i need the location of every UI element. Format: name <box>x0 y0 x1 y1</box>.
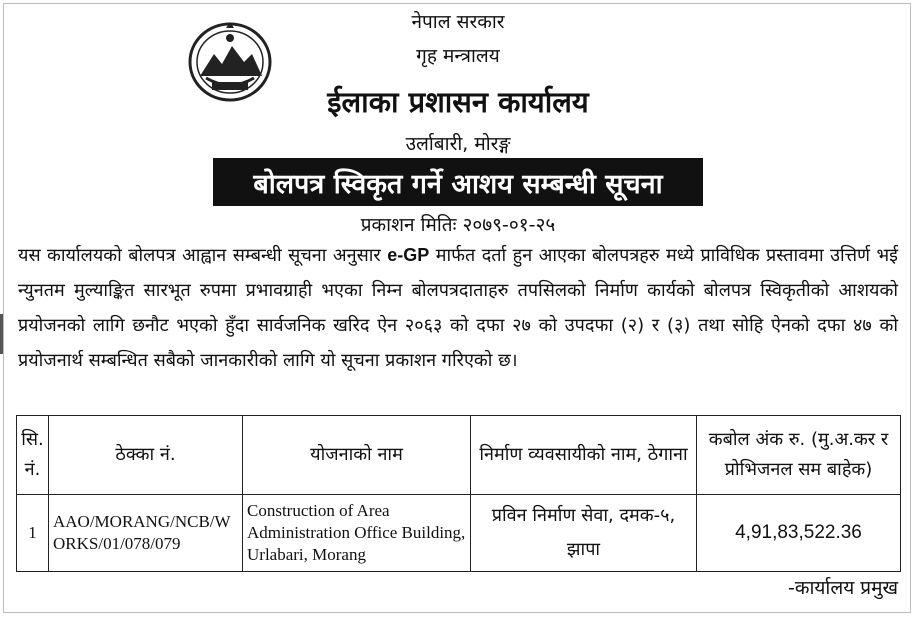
cell-sn: 1 <box>17 495 49 572</box>
scan-edge-mark <box>0 314 3 354</box>
header-contractor: निर्माण व्यवसायीको नाम, ठेगाना <box>471 416 697 495</box>
egp-label: e-GP <box>387 245 430 265</box>
ministry-title: गृह मन्त्रालय <box>416 45 500 67</box>
header-sn: सि. नं. <box>17 416 49 495</box>
notice-body <box>18 238 898 378</box>
office-location: उर्लाबारी, मोरङ्ग <box>405 133 511 155</box>
notice-title-banner: बोलपत्र स्विकृत गर्ने आशय सम्बन्धी सूचना <box>213 158 703 206</box>
header-contract-no: ठेक्का नं. <box>49 416 243 495</box>
body-text-part-2: मार्फत दर्ता हुन आएका बोलपत्रहरु मध्ये प्राविधिक प्रस्तावमा उत्तिर्ण भई न्युनतम मुल्याङ्कित सारभूत रुपमा प्रभावग्राही भएका निम्न बोलपत्रदाताहरु तपसिलको निर्माण कार्यको बोलपत्र स्विकृतीको आशयको प्रयोजनको लागि छनौट भएको हुँदा सार्वजनिक खरिद ऐन २०६३ को दफा २७ को उपदफा (२) र (३) तथा सोहि ऐनको दफा ४७ को प्रयोजनार्थ सम्बन्धित सबैको जानकारीको लागि यो सूचना प्रकाशन गरिएको छ। <box>18 245 898 371</box>
publish-date: प्रकाशन मितिः २०७९-०१-२५ <box>360 214 556 236</box>
body-text-part-1: यस कार्यालयको बोलपत्र आह्वान सम्बन्धी सूचना अनुसार <box>18 245 388 266</box>
table-row <box>17 495 901 572</box>
table-header-row <box>17 416 901 495</box>
government-title: नेपाल सरकार <box>411 11 505 33</box>
cell-contractor: प्रविन निर्माण सेवा, दमक-५, झापा <box>471 495 697 572</box>
header-project-name: योजनाको नाम <box>243 416 471 495</box>
cell-project-name: Construction of Area Administration Office Building, Urlabari, Morang <box>243 495 471 572</box>
office-title: ईलाका प्रशासन कार्यालय <box>327 85 589 119</box>
cell-bid-amount: 4,91,83,522.36 <box>697 495 901 572</box>
bid-table <box>16 415 901 572</box>
signature: -कार्यालय प्रमुख <box>788 577 898 599</box>
cell-contract-no: AAO/MORANG/NCB/WORKS/01/078/079 <box>49 495 243 572</box>
header-bid-amount: कबोल अंक रु. (मु.अ.कर र प्रोभिजनल सम बाहेक) <box>697 416 901 495</box>
